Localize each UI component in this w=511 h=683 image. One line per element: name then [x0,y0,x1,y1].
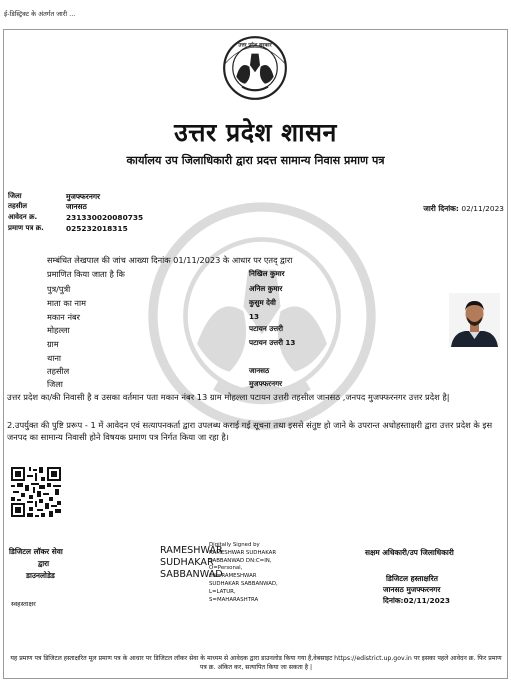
esign-name-2: SUDHAKAR [160,557,214,568]
document-subtitle: कार्यालय उप जिलाधिकारी द्वारा प्रदत्त सामान्य निवास प्रमाण पत्र [126,154,385,167]
certificate-number: 025232018315 [66,224,128,233]
field-label: जिला [47,379,63,389]
field-value-mohalla: पटायन उत्तरी [249,324,283,333]
digital-sign-label: डिजिटल हस्ताक्षरित [386,574,438,583]
esign-name-3: SABBANWAD [160,569,223,580]
field-label: मकान नंबर [47,312,81,322]
tehsil-value: जानसठ [66,202,87,211]
verification-paragraph: 2.उपर्युक्त की पुष्टि प्ररूप - 1 में आवेदन एवं सत्यापनकर्ता द्वारा उपलब्ध कराई गई सूचना तथा इससे संतुष्ट हो जाने के उपरान्त अधोहस्ताक्षरी द्वारा उत्तर प्रदेश के इस जनपद का सामान्य निवासी होने विषयक प्रमाण पत्र निर्गत किया जा रहा है। [7,420,493,442]
digilocker-line2: द्वारा [38,559,50,568]
intro-line: सम्बंधित लेखपाल की जांच आख्या दिनांक 01/11/2023 के आधार पर एतद् द्वारा [47,255,293,265]
certificate-label: प्रमाण पत्र क्र. [8,224,44,232]
district-value: मुजफ्फरनगर [66,192,100,201]
field-label: तहसील [47,366,70,376]
issue-date-label: जारी दिनांक: [423,204,459,213]
issue-date [423,204,504,214]
self-sign-label: स्वहस्ताक्षर [11,600,36,608]
field-value-house: 13 [249,312,260,321]
field-label: ग्राम [47,339,59,349]
field-label: थाना [47,353,62,363]
sign-date: दिनांक:02/11/2023 [383,596,451,605]
applicant-photo [449,293,500,347]
sign-place: जानसठ मुजफ्फरनगर [383,585,441,594]
field-label: प्रमाणित किया जाता है कि [47,269,125,279]
issue-date-value: 02/11/2023 [461,204,504,213]
district-label: जिला [8,192,22,200]
field-value-district: मुजफ्फरनगर [249,379,283,388]
field-value-village: पटायन उत्तरी 13 [249,338,296,347]
header-note: ई-डिस्ट्रिक्ट के अंतर्गत जारी ... [4,10,76,18]
up-government-emblem-icon [219,35,291,101]
digilocker-line3: डाउनलोडेड [26,571,55,580]
field-value-tehsil: जानसठ [249,366,270,375]
authority-label: सक्षम अधिकारी/उप जिलाधिकारी [365,548,454,557]
tehsil-label: तहसील [8,202,27,210]
verification-qr-code [11,467,61,517]
residence-paragraph: उत्तर प्रदेश का/की निवासी है व उसका वर्तमान पता मकान नंबर 13 ग्राम मोहल्ला पटायन उत्तरी तहसील जानसठ ,जनपद मुजफ्फरनगर उत्तर प्रदेश है| [7,392,450,402]
esign-details: Digitally Signed by RAMESHWAR SUDHAKAR SABBANWAD DN:C=IN, O=Personal, CN=RAMESHWAR SUDHAKAR SABBANWAD, L=LATUR, S=MAHARASHTRA [209,542,278,603]
field-value-mother: कुसुम देवी [249,298,276,307]
field-value-parent: अनिल कुमार [249,284,283,293]
esign-name-1: RAMESHWAR [160,545,223,556]
digilocker-line1: डिजिटल लॉकर सेवा [9,547,63,556]
field-label: माता का नाम [47,298,86,308]
field-label: मोहल्ला [47,325,70,335]
document-title: उत्तर प्रदेश शासन [174,118,337,147]
application-number: 231330020080735 [66,213,144,222]
application-label: आवेदन क्र. [8,213,38,221]
field-label: पुत्र/पुत्री [47,284,71,294]
footer-note: यह प्रमाण पत्र डिजिटल हस्ताक्षरित मूल प्रमाण पत्र के आधार पर डिजिटल लॉकर सेवा के माध्यम से आवेदक द्वारा डाउनलोड किया गया है,वेबसाइट https://edistrict.up.gov.in पर इसका पहले आवेदन क्र. फिर प्रमाण पत्र क्र. अंकित कर, सत्यापित किया जा सकता है | [10,655,502,671]
emblem-text: उत्तर प्रदेश सरकार [238,42,272,49]
field-value-name: निखिल कुमार [249,269,285,278]
